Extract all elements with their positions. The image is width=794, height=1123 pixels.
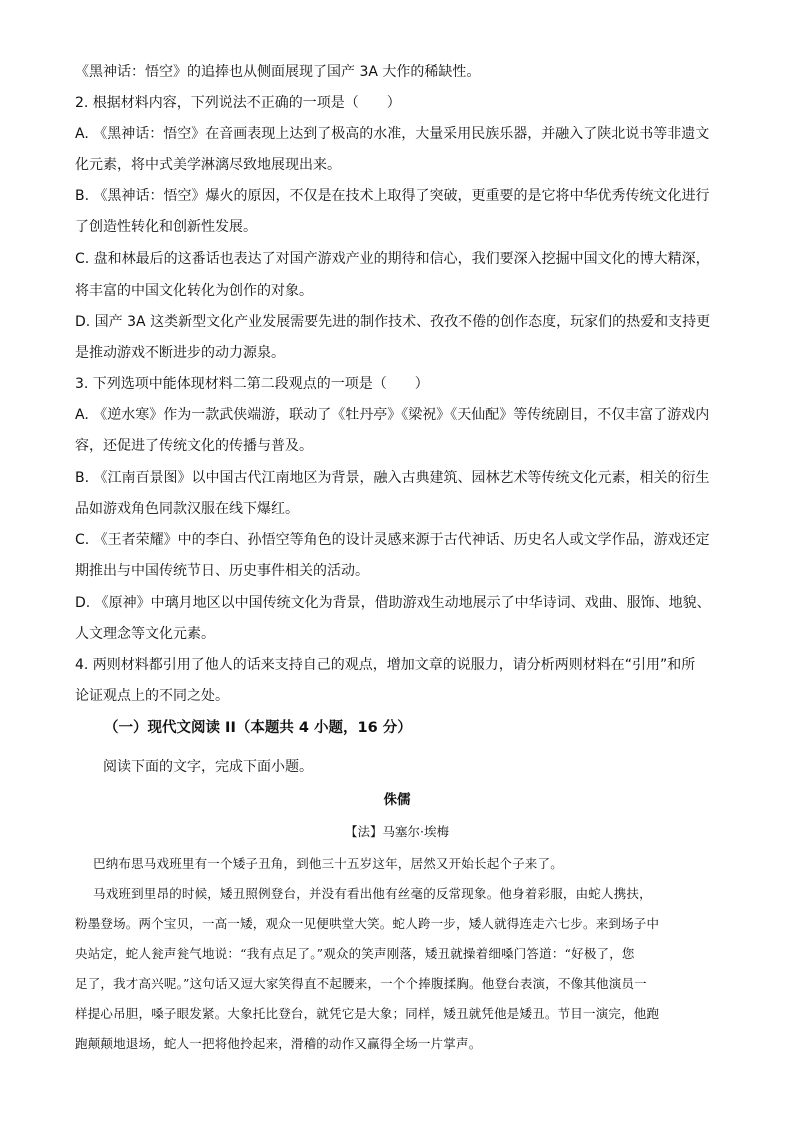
text-line: 容，还促进了传统文化的传播与普及。: [75, 438, 313, 454]
text-line: 化元素，将中式美学淋漓尽致地展现出来。: [75, 157, 341, 173]
story-line: 巴纳布思马戏班里有一个矮子丑角，到他三十五岁这年，居然又开始长起个子来了。: [93, 856, 563, 871]
option-3d: D. 《原神》中璃月地区以中国传统文化为背景，借助游戏生动地展示了中华诗词、戏曲、服饰、地貌、: [75, 595, 711, 611]
question-3: 3. 下列选项中能体现材料二第二段观点的一项是（ ）: [75, 376, 429, 392]
option-2c: C. 盘和林最后的这番话也表达了对国产游戏产业的期待和信心，我们要深入挖掘中国文化的博大精深，: [75, 251, 710, 267]
option-3a: A. 《逆水寒》作为一款武侠端游，联动了《牡丹亭》《梁祝》《天仙配》等传统剧目，不仅丰富了游戏内: [75, 407, 710, 423]
story-line: 足了，我才高兴呢。”这句话又逗大家笑得直不起腰来，一个个捧腹揉胸。他登台表演，不像其他演员一: [75, 976, 647, 991]
instruction: 阅读下面的文字，完成下面小题。: [103, 759, 313, 775]
text-line: 品如游戏角色同款汉服在线下爆红。: [75, 501, 299, 517]
text-line: 了创造性转化和创新性发展。: [75, 219, 257, 235]
option-2a: A. 《黑神话：悟空》在音画表现上达到了极高的水准，大量采用民族乐器，并融入了陕北说书等非遗文: [75, 126, 710, 142]
text-line: 是推动游戏不断进步的动力源泉。: [75, 345, 285, 361]
question-2: 2. 根据材料内容，下列说法不正确的一项是（ ）: [75, 95, 401, 111]
option-3b: B. 《江南百景图》以中国古代江南地区为背景，融入古典建筑、园林艺术等传统文化元素，相关的衍生: [75, 470, 710, 486]
text-line: 论证观点上的不同之处。: [75, 688, 229, 704]
question-4: 4. 两则材料都引用了他人的话来支持自己的观点，增加文章的说服力，请分析两则材料在“引用”和所: [75, 657, 696, 673]
story-line: 央站定，蛇人瓮声瓮气地说：“我有点足了。”观众的笑声刚落，矮丑就操着细嗓门答道：“好极了，您: [75, 946, 635, 961]
text-line: 将丰富的中国文化转化为创作的对象。: [75, 283, 313, 299]
story-line: 粉墨登场。两个宝贝，一高一矮，观众一见便哄堂大笑。蛇人跨一步，矮人就得连走六七步。来到场子中: [75, 916, 660, 931]
story-line: 跑颠颠地退场，蛇人一把将他拎起来，滑稽的动作又赢得全场一片掌声。: [75, 1036, 482, 1051]
story-line: 样提心吊胆，嗓子眼发紧。大象托比登台，就凭它是大象；同样，矮丑就凭他是矮丑。节目一演完，他跑: [75, 1006, 660, 1021]
story-line: 马戏班到里昂的时候，矮丑照例登台，并没有看出他有丝毫的反常现象。他身着彩服，由蛇人携扶，: [93, 886, 652, 901]
option-2d: D. 国产 3A 这类新型文化产业发展需要先进的制作技术、孜孜不倦的创作态度，玩家们的热爱和支持更: [75, 314, 711, 330]
text-line: 《黑神话：悟空》的追捧也从侧面展现了国产 3A 大作的稀缺性。: [75, 64, 481, 80]
text-line: 期推出与中国传统节日、历史事件相关的活动。: [75, 563, 369, 579]
story-title: 侏儒: [383, 792, 411, 808]
option-2b: B. 《黑神话：悟空》爆火的原因，不仅是在技术上取得了突破，更重要的是它将中华优秀传统文化进行: [75, 188, 710, 204]
text-line: 人文理念等文化元素。: [75, 626, 215, 642]
section-heading: （一）现代文阅读 II（本题共 4 小题，16 分）: [104, 720, 412, 736]
story-author: 【法】马塞尔·埃梅: [345, 824, 449, 839]
option-3c: C. 《王者荣耀》中的李白、孙悟空等角色的设计灵感来源于古代神话、历史名人或文学作品，游戏还定: [75, 532, 710, 548]
